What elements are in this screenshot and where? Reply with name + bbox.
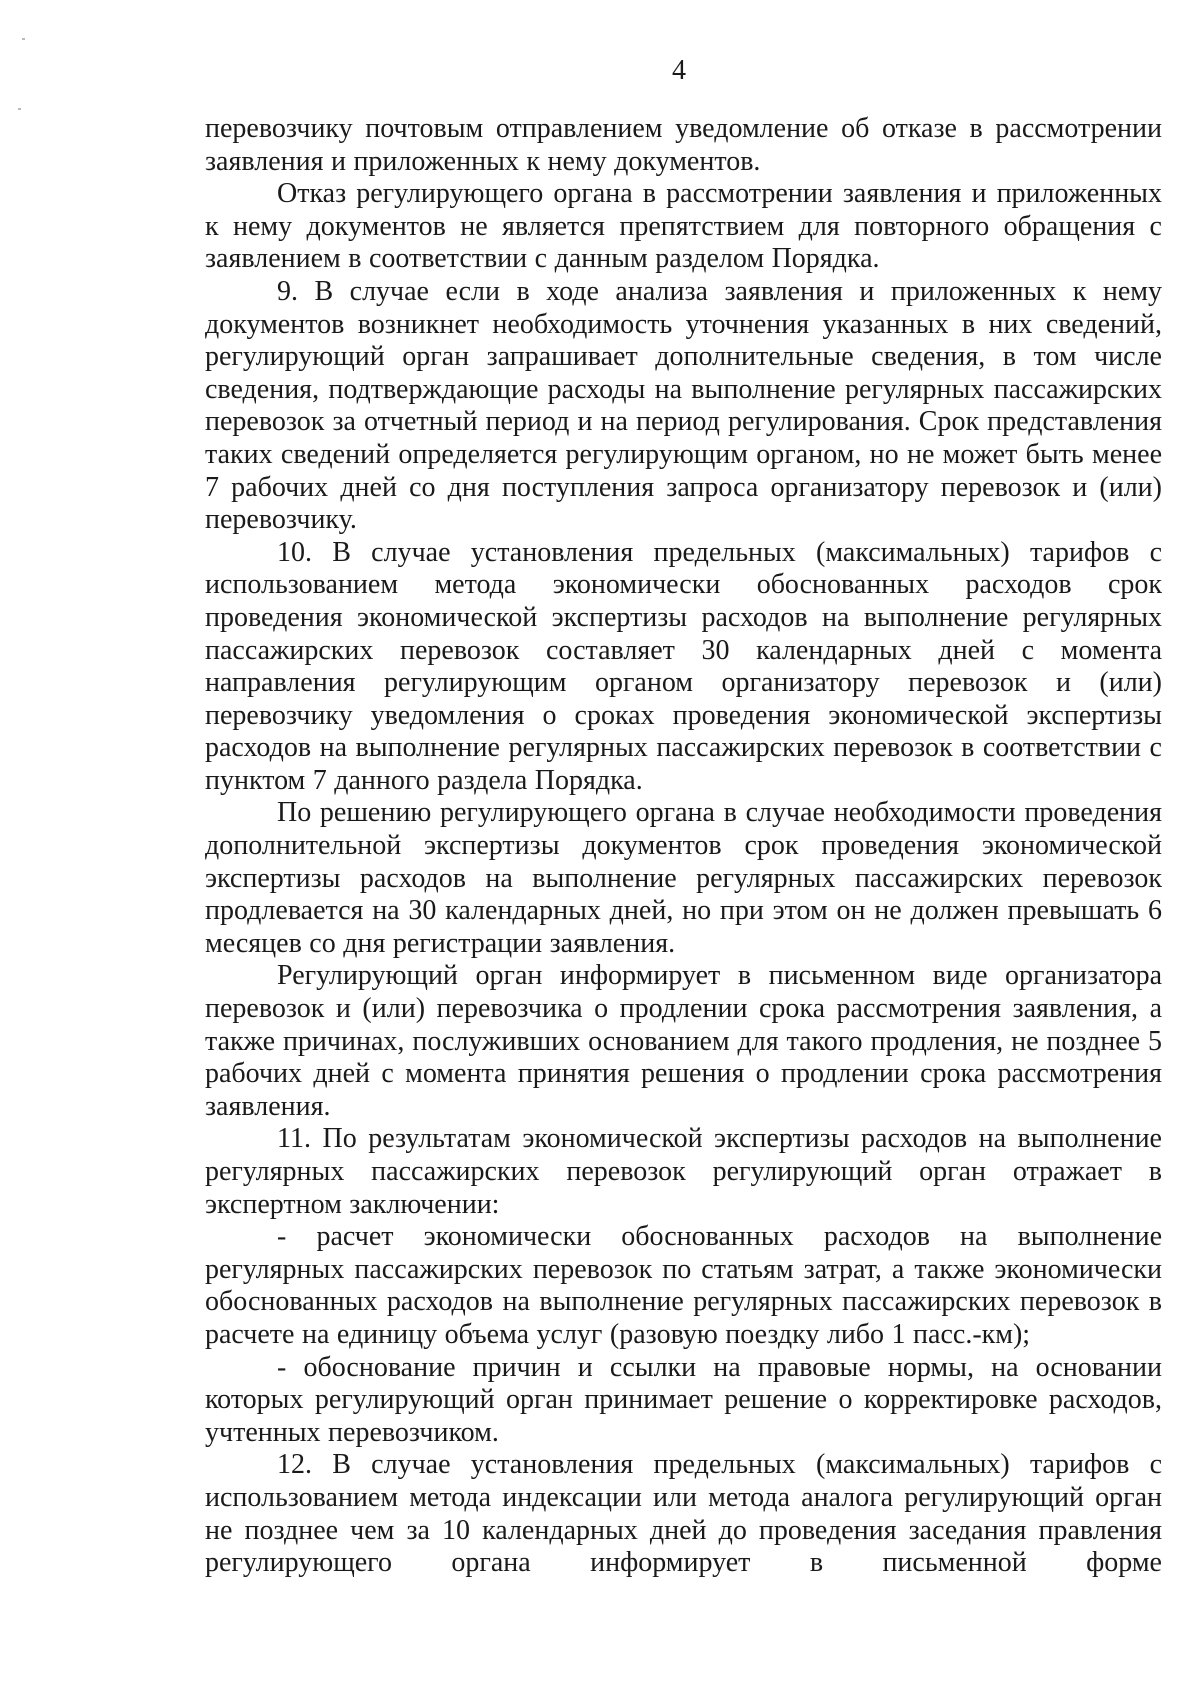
- paragraph-clause-12: 12. В случае установления предельных (максимальных) тарифов с использованием метода индексации или метода аналога регулирующий орган не позднее чем за 10 календарных дней до проведения заседания правления регулирующего органа информирует в письменной форме: [205, 1449, 1162, 1579]
- paragraph-notification: Регулирующий орган информирует в письменном виде организатора перевозок и (или) перевозчика о продлении срока рассмотрения заявления, а также причинах, послуживших основанием для такого продления, не позднее 5 рабочих дней с момента принятия решения о продлении срока рассмотрения заявления.: [205, 960, 1162, 1122]
- paragraph-continuation: перевозчику почтовым отправлением уведомление об отказе в рассмотрении заявления и приложенных к нему документов.: [205, 113, 1162, 177]
- document-body: [205, 113, 1162, 1580]
- scan-speck: [22, 38, 25, 40]
- paragraph-extension: По решению регулирующего органа в случае необходимости проведения дополнительной экспертизы документов срок проведения экономической экспертизы расходов на выполнение регулярных пассажирских перевозок продлевается на 30 календарных дней, но при этом он не должен превышать 6 месяцев со дня регистрации заявления.: [205, 797, 1162, 959]
- paragraph-refusal: Отказ регулирующего органа в рассмотрении заявления и приложенных к нему документов не является препятствием для повторного обращения с заявлением в соответствии с данным разделом Порядка.: [205, 178, 1162, 275]
- list-item-calculation: - расчет экономически обоснованных расходов на выполнение регулярных пассажирских перевозок по статьям затрат, а также экономически обоснованных расходов на выполнение регулярных пассажирских перевозок в расчете на единицу объема услуг (разовую поездку либо 1 пасс.-км);: [205, 1221, 1162, 1350]
- scan-speck: [18, 108, 21, 110]
- page-number: 4: [672, 55, 686, 86]
- list-item-justification: - обоснование причин и ссылки на правовые нормы, на основании которых регулирующий орган принимает решение о корректировке расходов, учтенных перевозчиком.: [205, 1351, 1162, 1448]
- paragraph-clause-9: 9. В случае если в ходе анализа заявления и приложенных к нему документов возникнет необходимость уточнения указанных в них сведений, регулирующий орган запрашивает дополнительные сведения, в том числе сведения, подтверждающие расходы на выполнение регулярных пассажирских перевозок за отчетный период и на период регулирования. Срок представления таких сведений определяется регулирующим органом, но не может быть менее 7 рабочих дней со дня поступления запроса организатору перевозок и (или) перевозчику.: [205, 275, 1162, 536]
- paragraph-clause-11: 11. По результатам экономической экспертизы расходов на выполнение регулярных пассажирских перевозок регулирующий орган отражает в экспертном заключении:: [205, 1123, 1162, 1220]
- paragraph-clause-10: 10. В случае установления предельных (максимальных) тарифов с использованием метода экономически обоснованных расходов срок проведения экономической экспертизы расходов на выполнение регулярных пассажирских перевозок составляет 30 календарных дней с момента направления регулирующим органом организатору перевозок и (или) перевозчику уведомления о сроках проведения экономической экспертизы расходов на выполнение регулярных пассажирских перевозок в соответствии с пунктом 7 данного раздела Порядка.: [205, 536, 1162, 796]
